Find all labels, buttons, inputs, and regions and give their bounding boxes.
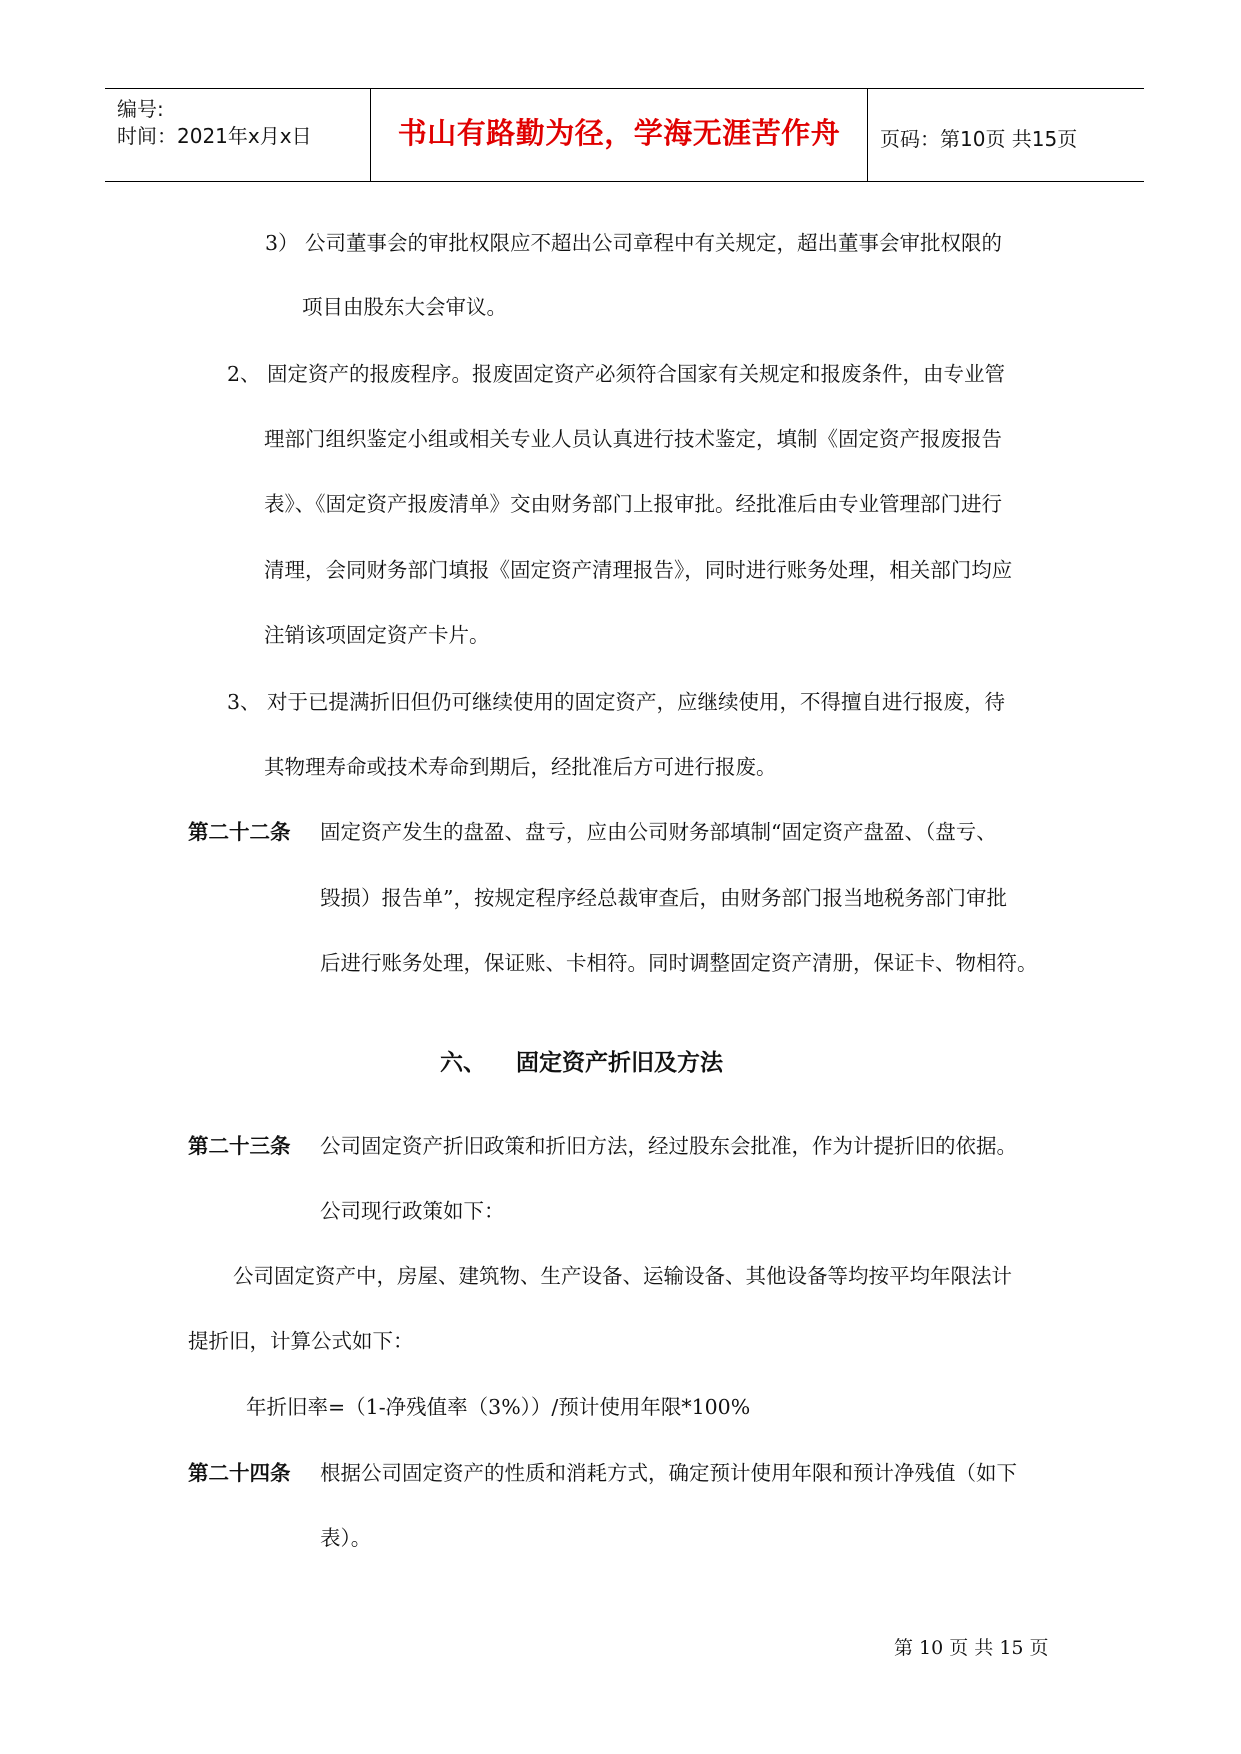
header-table: [105, 88, 1144, 182]
item3-line1: 3、 对于已提满折旧但仍可继续使用的固定资产，应继续使用，不得擅自进行报废，待: [227, 690, 1006, 714]
article-22-line2: 毁损）报告单”，按规定程序经总裁审查后，由财务部门报当地税务部门审批: [320, 886, 1007, 910]
article-22-label: 第二十二条: [188, 820, 291, 844]
item3-sub-line2: 项目由股东大会审议。: [302, 295, 507, 319]
article-24-line2: 表）。: [320, 1526, 372, 1550]
header-right-cell: [868, 89, 1144, 181]
article-23-line2: 公司现行政策如下：: [320, 1199, 505, 1223]
document-number-label: 编号:: [117, 97, 164, 121]
item2-line5: 注销该项固定资产卡片。: [264, 623, 490, 647]
item3-line2: 其物理寿命或技术寿命到期后，经批准后方可进行报废。: [264, 755, 777, 779]
item2-line2: 理部门组织鉴定小组或相关专业人员认真进行技术鉴定，填制《固定资产报废报告: [264, 427, 1002, 451]
header-motto: 书山有路勤为径，学海无涯苦作舟: [397, 116, 841, 150]
footer-page-number: 第 10 页 共 15 页: [894, 1637, 1049, 1659]
article-23-line1: 公司固定资产折旧政策和折旧方法，经过股东会批准，作为计提折旧的依据。: [320, 1134, 1017, 1158]
article-23-label: 第二十三条: [188, 1134, 291, 1158]
item2-line1: 2、 固定资产的报废程序。报废固定资产必须符合国家有关规定和报废条件，由专业管: [227, 362, 1006, 386]
paragraph-line2: 提折旧，计算公式如下：: [188, 1329, 414, 1353]
document-time-label: 时间：2021年x月x日: [117, 124, 312, 148]
item2-line4: 清理，会同财务部门填报《固定资产清理报告》，同时进行账务处理，相关部门均应: [264, 558, 1013, 582]
article-24-label: 第二十四条: [188, 1461, 291, 1485]
depreciation-formula: 年折旧率=（1-净残值率（3%））/预计使用年限*100%: [246, 1395, 751, 1419]
header-left-cell: [105, 89, 370, 181]
article-22-line1: 固定资产发生的盘盈、盘亏，应由公司财务部填制“固定资产盘盈、（盘亏、: [320, 820, 997, 844]
item3-sub-line1: 3） 公司董事会的审批权限应不超出公司章程中有关规定，超出董事会审批权限的: [265, 231, 1003, 255]
section-title: 固定资产折旧及方法: [516, 1050, 723, 1076]
section-number: 六、: [440, 1050, 486, 1076]
article-24-line1: 根据公司固定资产的性质和消耗方式，确定预计使用年限和预计净残值（如下: [320, 1461, 1017, 1485]
article-22-line3: 后进行账务处理，保证账、卡相符。同时调整固定资产清册，保证卡、物相符。: [320, 951, 1038, 975]
header-page-label: 页码：第10页 共15页: [880, 127, 1078, 151]
header-center-cell: [370, 89, 868, 181]
item2-line3: 表》、《固定资产报废清单》交由财务部门上报审批。经批准后由专业管理部门进行: [264, 492, 1002, 516]
paragraph-line1: 公司固定资产中，房屋、建筑物、生产设备、运输设备、其他设备等均按平均年限法计: [233, 1264, 1012, 1288]
